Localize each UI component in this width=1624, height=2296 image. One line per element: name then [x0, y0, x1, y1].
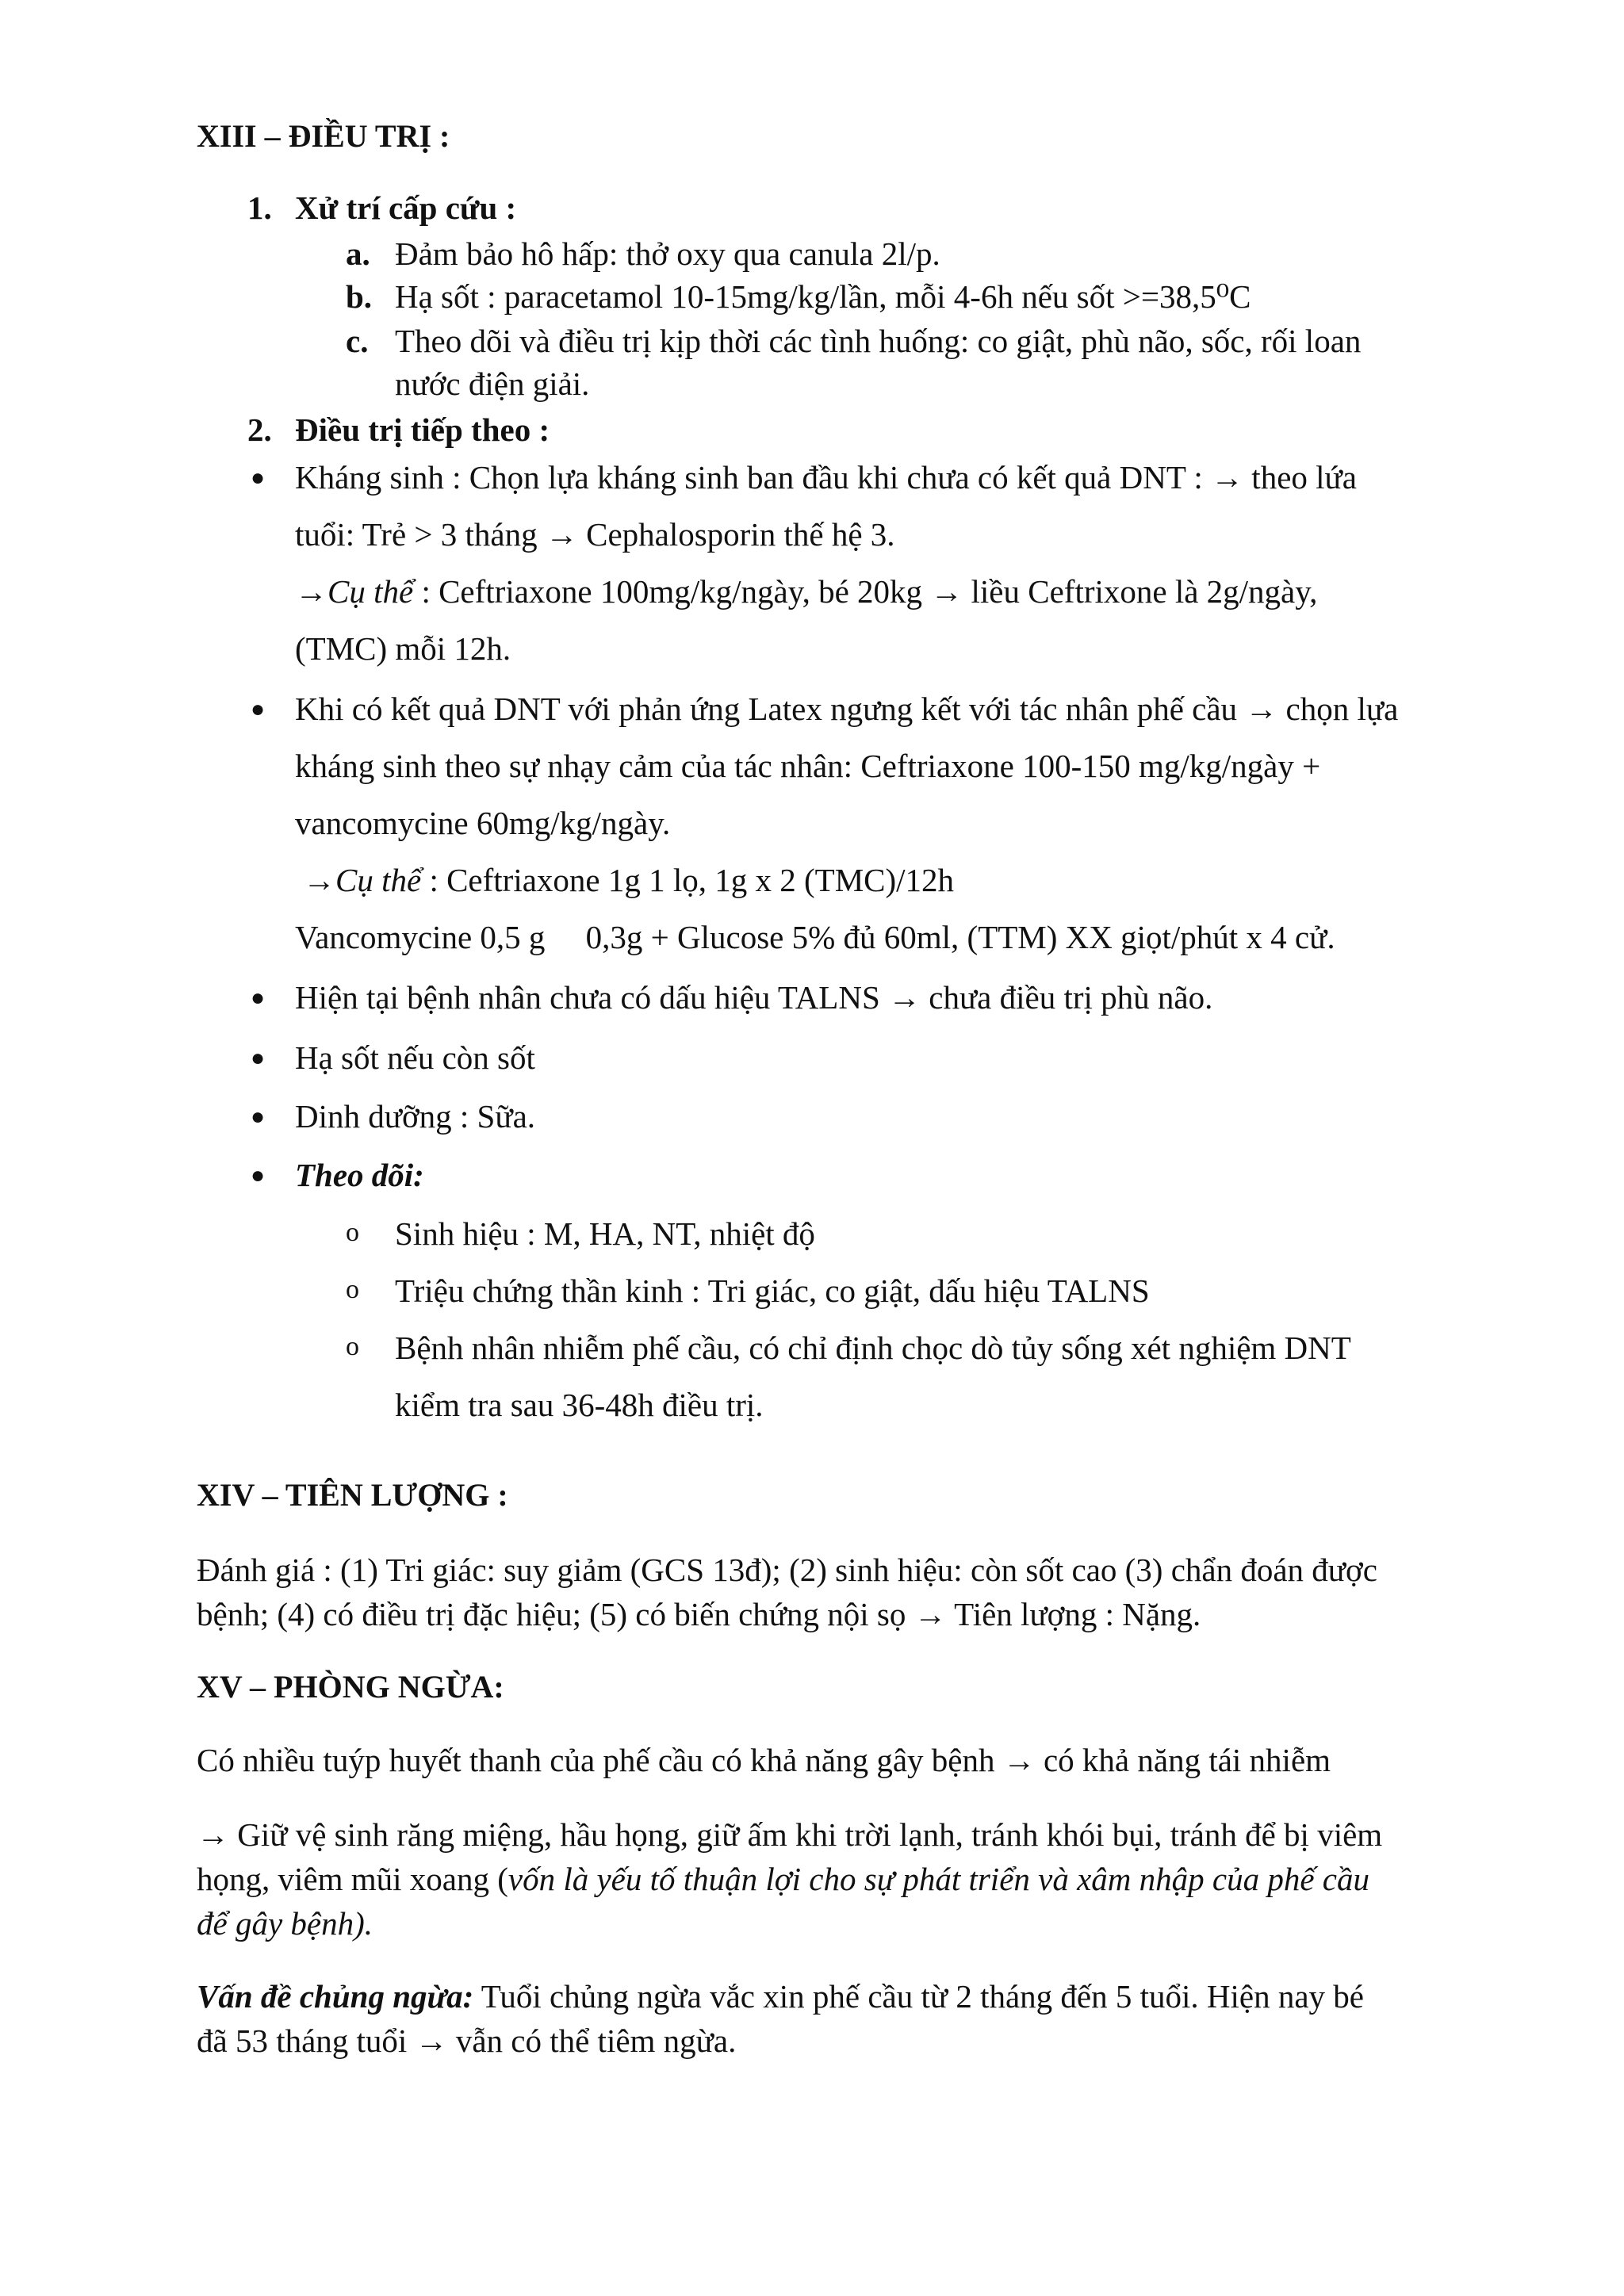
paragraph-line: đã 53 tháng tuổi → vẫn có thể tiêm ngừa.	[197, 2022, 737, 2059]
paragraph-line: Có nhiều tuýp huyết thanh của phế cầu có khả năng gây bệnh → có khả năng tái nhiễm	[197, 1742, 1331, 1778]
bullet-icon: ●	[251, 696, 266, 722]
section-title-tien-luong: XIV – TIÊN LƯỢNG :	[197, 1477, 508, 1513]
circle-bullet-icon: o	[346, 1275, 359, 1304]
circle-bullet-icon: o	[346, 1218, 359, 1247]
paragraph-line	[197, 1860, 1369, 1898]
paragraph-text: : Ceftriaxone 1g 1 lọ, 1g x 2 (TMC)/12h	[421, 862, 955, 898]
paragraph-line: Triệu chứng thần kinh : Tri giác, co giật, dấu hiệu TALNS	[395, 1272, 1150, 1309]
list-item: Đảm bảo hô hấp: thở oxy qua canula 2l/p.	[395, 235, 940, 272]
paragraph-text: họng, viêm mũi xoang (	[197, 1861, 508, 1897]
item-number: 2.	[247, 411, 272, 448]
label-van-de-chung-ngua: Vấn đề chủng ngừa:	[197, 1978, 474, 2015]
bullet-icon: ●	[251, 985, 266, 1011]
list-label: b.	[346, 278, 373, 315]
arrow-icon: →	[303, 862, 335, 898]
paragraph-line: vancomycine 60mg/kg/ngày.	[295, 805, 671, 841]
paragraph-line: → Giữ vệ sinh răng miệng, hầu họng, giữ ấm khi trời lạnh, tránh khói bụi, tránh để bị viêm	[197, 1816, 1383, 1853]
paragraph-line: tuổi: Trẻ > 3 tháng → Cephalosporin thế hệ 3.	[295, 516, 895, 553]
paragraph-line	[303, 861, 954, 899]
emphasis-cu-the: Cụ thể	[327, 573, 414, 610]
subsection-title-dieu-tri-tiep-theo: Điều trị tiếp theo :	[295, 411, 550, 448]
paragraph-line: Đánh giá : (1) Tri giác: suy giảm (GCS 13đ); (2) sinh hiệu: còn sốt cao (3) chẩn đoán được	[197, 1552, 1377, 1588]
list-item: Theo dõi và điều trị kịp thời các tình huống: co giật, phù não, sốc, rối loan	[395, 323, 1362, 359]
list-label: a.	[346, 235, 370, 272]
paragraph-line: kháng sinh theo sự nhạy cảm của tác nhân: Ceftriaxone 100-150 mg/kg/ngày +	[295, 748, 1321, 784]
paragraph-line: Bệnh nhân nhiễm phế cầu, có chỉ định chọc dò tủy sống xét nghiệm DNT	[395, 1330, 1351, 1366]
paragraph-line: Khi có kết quả DNT với phản ứng Latex ngưng kết với tác nhân phế cầu → chọn lựa	[295, 691, 1399, 727]
paragraph-line: Hiện tại bệnh nhân chưa có dấu hiệu TALNS → chưa điều trị phù não.	[295, 979, 1213, 1016]
paragraph-text: : Ceftriaxone 100mg/kg/ngày, bé 20kg → liều Ceftrixone là 2g/ngày,	[413, 573, 1318, 610]
paragraph-line: bệnh; (4) có điều trị đặc hiệu; (5) có biến chứng nội sọ → Tiên lượng : Nặng.	[197, 1596, 1201, 1632]
paragraph-line: Vancomycine 0,5 g 0,3g + Glucose 5% đủ 60ml, (TTM) XX giọt/phút x 4 cử.	[295, 919, 1335, 955]
paragraph-line: Dinh dưỡng : Sữa.	[295, 1098, 536, 1135]
paragraph-line	[197, 1977, 1364, 2015]
arrow-icon: →	[295, 573, 327, 610]
list-item-continued: nước điện giải.	[395, 365, 590, 402]
subsection-title-xu-tri-cap-cuu: Xử trí cấp cứu :	[295, 189, 517, 226]
section-title-phong-ngua: XV – PHÒNG NGỪA:	[197, 1669, 504, 1705]
paragraph-line	[295, 572, 1317, 610]
paragraph-line: Kháng sinh : Chọn lựa kháng sinh ban đầu khi chưa có kết quả DNT : → theo lứa	[295, 459, 1357, 496]
paragraph-line: Hạ sốt nếu còn sốt	[295, 1039, 535, 1076]
bullet-icon: ●	[251, 1162, 266, 1188]
circle-bullet-icon: o	[346, 1332, 359, 1361]
paragraph-heading-theo-doi: Theo dõi:	[295, 1157, 424, 1193]
paragraph-line: kiểm tra sau 36-48h điều trị.	[395, 1387, 764, 1423]
emphasis-text: vốn là yếu tố thuận lợi cho sự phát triển và xâm nhập của phế cầu	[508, 1861, 1369, 1897]
paragraph-line: để gây bệnh).	[197, 1905, 373, 1942]
paragraph-text: Tuổi chủng ngừa vắc xin phế cầu từ 2 tháng đến 5 tuổi. Hiện nay bé	[473, 1978, 1365, 2015]
bullet-icon: ●	[251, 1045, 266, 1071]
list-label: c.	[346, 323, 369, 359]
item-number: 1.	[247, 189, 272, 226]
paragraph-line: (TMC) mỗi 12h.	[295, 630, 511, 667]
bullet-icon: ●	[251, 465, 266, 491]
emphasis-cu-the: Cụ thể	[335, 862, 422, 898]
bullet-icon: ●	[251, 1104, 266, 1130]
list-item: Hạ sốt : paracetamol 10-15mg/kg/lần, mỗi 4-6h nếu sốt >=38,5⁰C	[395, 278, 1251, 315]
section-title-dieu-tri: XIII – ĐIỀU TRỊ :	[197, 118, 450, 154]
paragraph-line: Sinh hiệu : M, HA, NT, nhiệt độ	[395, 1215, 815, 1252]
